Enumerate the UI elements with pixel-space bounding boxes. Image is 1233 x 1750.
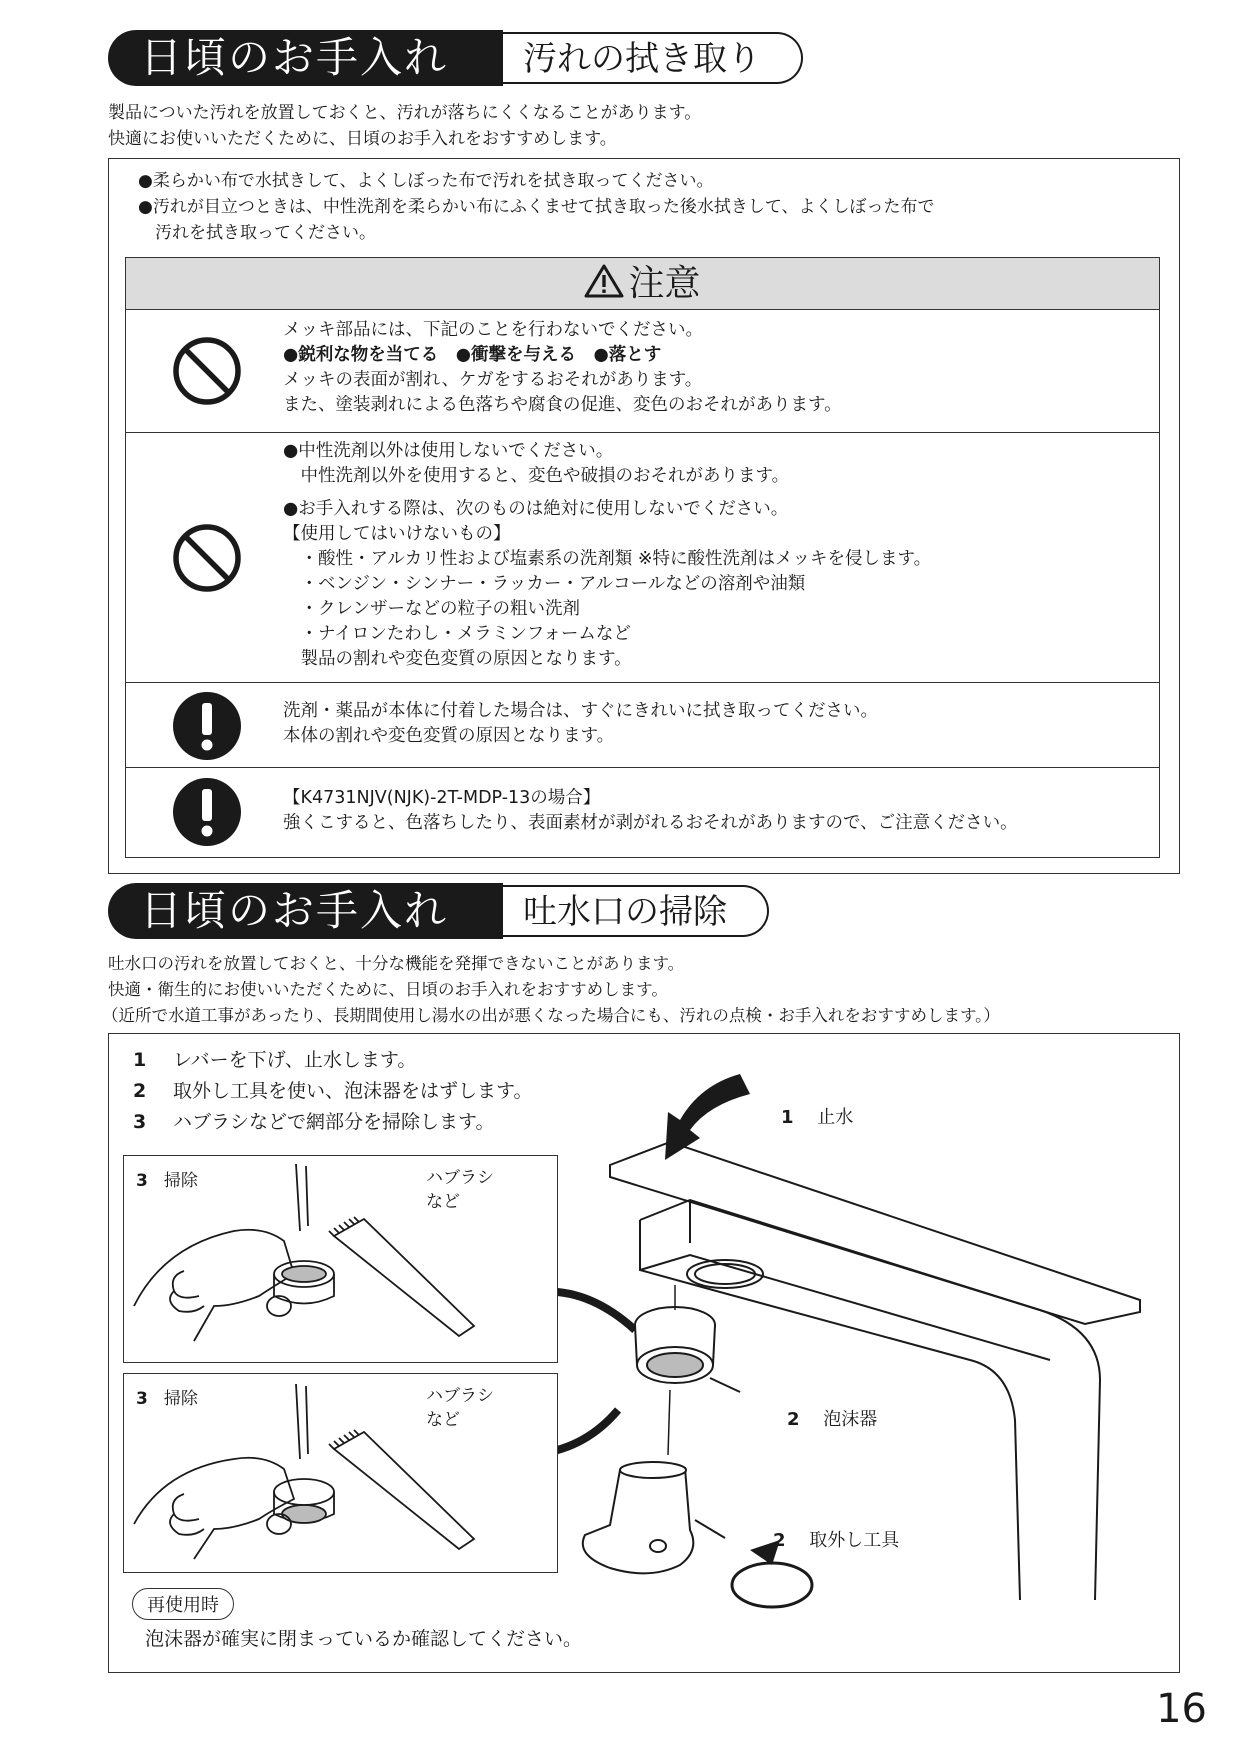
callout-number: 2	[787, 1409, 800, 1430]
caution-title	[126, 258, 1159, 310]
panel-label-text: 掃除	[163, 1171, 198, 1191]
bullet-line: ●柔らかい布で水拭きして、よくしぼった布で汚れを拭き取ってください。	[138, 171, 714, 191]
callout-number: 1	[781, 1107, 794, 1128]
caution-line: 本体の割れや変色変質の原因となります。	[283, 726, 615, 746]
intro-line: 快適にお使いいただくために、日頃のお手入れをおすすめします。	[108, 129, 617, 149]
brush-label-line: ハブラシ	[426, 1386, 494, 1406]
caution-row	[126, 433, 1159, 683]
caution-line: ・クレンザーなどの粒子の粗い洗剤	[283, 599, 581, 619]
intro-text	[108, 100, 701, 152]
callout-text: 泡沫器	[823, 1409, 878, 1430]
step-number: 3	[133, 1111, 147, 1133]
bullet-line: 汚れを拭き取ってください。	[138, 223, 376, 243]
caution-line: ●お手入れする際は、次のものは絶対に使用しないでください。	[283, 499, 789, 519]
brushing-illustration	[124, 1374, 556, 1571]
section-title: 日頃のお手入れ	[108, 883, 503, 939]
caution-line: 中性洗剤以外を使用すると、変色や破損のおそれがあります。	[283, 466, 790, 486]
callout-number: 2	[773, 1530, 786, 1551]
caution-line: 製品の割れや変色変質の原因となります。	[283, 649, 632, 669]
step-number: 2	[133, 1080, 147, 1102]
bullet-line: ●汚れが目立つときは、中性洗剤を柔らかい布にふくませて拭き取った後水拭きして、よくしぼった布で	[138, 197, 935, 217]
caution-line: ・ベンジン・シンナー・ラッカー・アルコールなどの溶剤や油類	[283, 574, 806, 594]
brush-label-line: ハブラシ	[426, 1168, 494, 1188]
section-subtitle: 汚れの拭き取り	[503, 32, 803, 84]
step-text: レバーを下げ、止水します。	[173, 1049, 417, 1071]
reuse-badge: 再使用時	[132, 1588, 234, 1620]
brush-label-line: など	[426, 1410, 460, 1430]
callout-tool	[773, 1526, 899, 1552]
caution-line: 【使用してはいけないもの】	[283, 524, 511, 544]
section-header	[108, 883, 808, 939]
reuse-text: 泡沫器が確実に閉まっているか確認してください。	[145, 1628, 583, 1650]
caution-line: 洗剤・薬品が本体に付着した場合は、すぐにきれいに拭き取ってください。	[283, 701, 878, 721]
intro-line: 快適・衛生的にお使いいただくために、日頃のお手入れをおすすめします。	[108, 980, 668, 999]
caution-line: また、塗装剥れによる色落ちや腐食の促進、変色のおそれがあります。	[283, 395, 842, 415]
caution-line: ●鋭利な物を当てる ●衝撃を与える ●落とす	[283, 345, 662, 365]
mandatory-icon	[172, 691, 242, 761]
caution-line: ・酸性・アルカリ性および塩素系の洗剤類 ※特に酸性洗剤はメッキを侵します。	[283, 549, 932, 569]
intro-line: 製品についた汚れを放置しておくと、汚れが落ちにくくなることがあります。	[108, 103, 702, 123]
intro-line: （近所で水道工事があったり、長期間使用し湯水の出が悪くなった場合にも、汚れの点検・お手入れをおすすめします。）	[102, 1006, 1000, 1025]
caution-line: ●中性洗剤以外は使用しないでください。	[283, 441, 614, 461]
step-text: 取外し工具を使い、泡沫器をはずします。	[173, 1080, 533, 1102]
caution-line: ・ナイロンたわし・メラミンフォームなど	[283, 624, 631, 644]
cleaning-panel	[123, 1373, 558, 1573]
brush-label-line: など	[426, 1192, 460, 1212]
warning-icon	[584, 263, 624, 299]
section-title: 日頃のお手入れ	[108, 30, 503, 86]
caution-line: 強くこすると、色落ちしたり、表面素材が剥がれるおそれがありますので、ご注意ください。	[283, 813, 1018, 833]
panel-label-number: 3	[136, 1171, 148, 1191]
caution-text	[283, 786, 1018, 836]
callout-text: 止水	[817, 1107, 854, 1128]
cleaning-panel	[123, 1155, 558, 1363]
callout-stop	[781, 1103, 853, 1129]
callout-text: 取外し工具	[809, 1530, 900, 1551]
caution-text	[283, 439, 931, 672]
caution-line: メッキの表面が割れ、ケガをするおそれがあります。	[283, 370, 703, 390]
mandatory-icon	[172, 777, 242, 847]
brushing-illustration	[124, 1156, 556, 1361]
steps-list	[133, 1045, 532, 1138]
section-header	[108, 30, 828, 86]
caution-title-text: 注意	[628, 263, 701, 304]
caution-text	[283, 318, 842, 418]
cleaning-bullets	[138, 168, 935, 246]
intro-text	[102, 951, 1000, 1029]
step-text: ハブラシなどで網部分を掃除します。	[173, 1111, 495, 1133]
section-subtitle: 吐水口の掃除	[503, 885, 769, 937]
prohibited-icon	[172, 523, 242, 593]
panel-label-number: 3	[136, 1389, 148, 1409]
prohibited-icon	[172, 336, 242, 406]
caution-table	[125, 257, 1160, 858]
step-item	[133, 1045, 532, 1076]
caution-text	[283, 699, 878, 749]
page-number: 16	[1156, 1686, 1207, 1732]
panel-label-text: 掃除	[163, 1389, 198, 1409]
step-item	[133, 1076, 532, 1107]
callout-aerator	[787, 1405, 877, 1431]
intro-line: 吐水口の汚れを放置しておくと、十分な機能を発揮できないことがあります。	[108, 954, 685, 973]
caution-row	[126, 768, 1159, 856]
caution-line: メッキ部品には、下記のことを行わないでください。	[283, 320, 703, 340]
step-item	[133, 1107, 532, 1138]
caution-line: 【K4731NJV(NJK)-2T-MDP-13の場合】	[283, 788, 601, 808]
caution-row	[126, 683, 1159, 768]
step-number: 1	[133, 1049, 147, 1071]
caution-row	[126, 310, 1159, 433]
